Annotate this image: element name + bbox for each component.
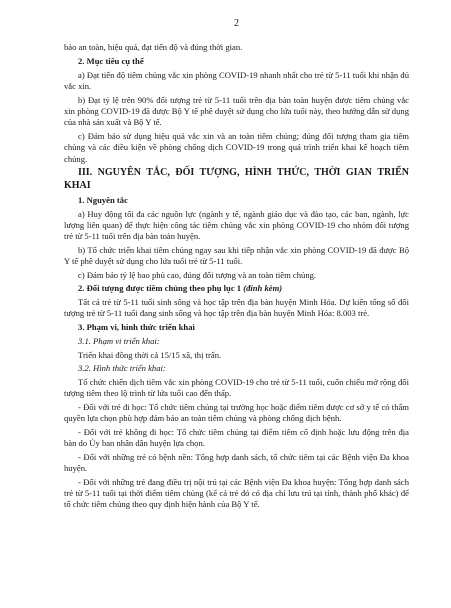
heading-principles: 1. Nguyên tắc — [78, 194, 128, 205]
heading-scope-form: 3. Phạm vi, hình thức triển khai — [78, 322, 195, 333]
form-out-of-school: - Đối với trẻ không đi học: Tổ chức tiêm chủng tại điểm tiêm cố định hoặc lưu động trên địa bàn do Ủy ban nhân dân huyện lựa chọn. — [64, 426, 409, 449]
objective-c: c) Đảm bảo sử dụng hiệu quả vắc xin và an toàn tiêm chủng; đúng đối tượng tham gia tiêm chủng và các điều kiện về phòng chống dịch COVID-19 trong quá trình triển khai kế hoạch tiêm chủng. — [64, 130, 409, 164]
principle-b: b) Tổ chức triển khai tiêm chủng ngay sau khi tiếp nhận vắc xin phòng COVID-19 đã được Bộ Y tế phê duyệt sử dụng cho lứa tuổi trẻ từ 5-11 tuổi. — [64, 244, 409, 267]
heading-target-group — [64, 283, 409, 294]
heading-specific-objectives: 2. Mục tiêu cụ thể — [78, 55, 144, 66]
form-school-children: - Đối với trẻ đi học: Tổ chức tiêm chủng tại trường học hoặc điểm tiêm được cơ sở y tế có thẩm quyền lựa chọn phù hợp đảm bảo an toàn tiêm chủng và phòng chống dịch bệnh. — [64, 401, 409, 424]
objective-a: a) Đạt tiến độ tiêm chủng vắc xin phòng COVID-19 nhanh nhất cho trẻ từ 5-11 tuổi khi nhận đủ vắc xin. — [64, 69, 409, 91]
principle-c: c) Đảm bảo tỷ lệ bao phủ cao, đúng đối tượng và an toàn tiêm chủng. — [78, 269, 317, 280]
scope-text: Triển khai đồng thời cả 15/15 xã, thị trấn. — [78, 349, 222, 360]
subheading-scope: 3.1. Phạm vi triển khai: — [78, 335, 160, 346]
attached-note: (đính kèm) — [243, 283, 283, 294]
subheading-form: 3.2. Hình thức triển khai: — [78, 363, 166, 374]
target-group-text: Tất cả trẻ từ 5-11 tuổi sinh sống và học tập trên địa bàn huyện Minh Hóa. Dự kiến tổng số đối tượng trẻ từ 5-11 tuổi đang sinh sống và học tập trên địa bàn huyện Minh Hóa: 8.003 trẻ. — [64, 297, 409, 319]
form-inpatient: - Đối với những trẻ đang điều trị nội trú tại các Bệnh viện Đa khoa huyện: Tổng hợp danh sách trẻ từ 5-11 tuổi tại thời điểm tiêm chủng (kể cả trẻ đó có địa chỉ lưu trú tại tỉnh, thành phố khác) để tổ chức tiêm chủng theo quy định hiện hành của Bộ Y tế. — [64, 476, 409, 510]
form-underlying-conditions: - Đối với những trẻ có bệnh nền: Tổng hợp danh sách, tổ chức tiêm tại các Bệnh viện Đa khoa huyện. — [64, 451, 409, 474]
principle-a: a) Huy động tối đa các nguồn lực (ngành y tế, ngành giáo dục và đào tạo, các ban, ngành, lực lượng liên quan) để thực hiện công tác tiêm chủng vắc xin phòng COVID-19 cho nhóm đối tượng trẻ từ 5-11 tuổi trên địa bàn toàn huyện. — [64, 208, 409, 242]
section-heading-iii: III. NGUYÊN TẮC, ĐỐI TƯỢNG, HÌNH THỨC, THỜI GIAN TRIỂN KHAI — [64, 167, 409, 191]
heading-target-group-text: 2. Đối tượng được tiêm chủng theo phụ lục 1 — [78, 283, 244, 294]
paragraph-continuation: bảo an toàn, hiệu quả, đạt tiến độ và đúng thời gian. — [64, 42, 243, 53]
form-text: Tổ chức chiến dịch tiêm vắc xin phòng COVID-19 cho trẻ từ 5-11 tuổi, cuốn chiếu mở rộng đối tượng tiêm theo lộ trình từ lứa tuổi cao đến thấp. — [64, 376, 409, 399]
objective-b: b) Đạt tỷ lệ trên 90% đối tượng trẻ từ 5-11 tuổi trên địa bàn toàn huyện được tiêm chủng vắc xin phòng COVID-19 đã được Bộ Y tế phê duyệt sử dụng cho lứa tuổi này, theo hướng dẫn sử dụng của nhà sản xuất và Bộ Y tế. — [64, 94, 409, 128]
page-number: 2 — [234, 18, 239, 29]
